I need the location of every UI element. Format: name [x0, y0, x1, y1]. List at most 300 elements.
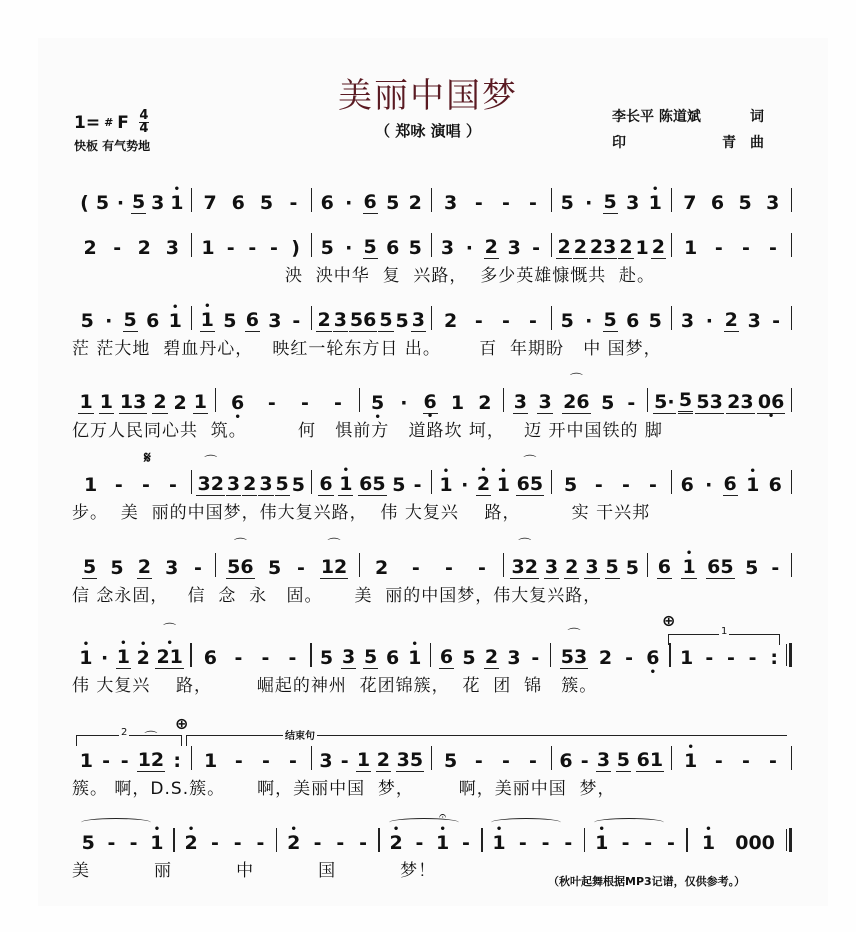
measure — [688, 824, 789, 854]
note: 6 — [723, 473, 737, 495]
key-label: 1= — [74, 112, 101, 133]
measure — [312, 236, 431, 259]
octave-down-dot-icon: • — [767, 411, 775, 422]
segno-icon: 𝄋 — [144, 448, 151, 467]
note: - — [120, 750, 129, 772]
measure — [380, 809, 481, 854]
note: 06 • — [757, 391, 785, 422]
note: - — [649, 474, 657, 496]
note: : — [173, 750, 182, 772]
measure — [551, 628, 669, 678]
note: 5 — [123, 309, 137, 331]
note: 2 — [83, 237, 97, 259]
octave-up-dot-icon: • — [120, 638, 127, 649]
note: 5 — [379, 309, 393, 331]
note: 5 — [83, 556, 97, 578]
note: - — [594, 474, 603, 496]
slur-icon: ⌒ — [233, 538, 247, 553]
slur-icon: ⌒ — [567, 628, 581, 643]
score-line-9 — [72, 809, 792, 854]
notation-row — [72, 455, 792, 496]
octave-down-dot-icon: • — [374, 412, 381, 423]
octave-up-dot-icon: • — [598, 824, 605, 835]
volta-bracket-1: 1 — [668, 634, 780, 645]
note: 2 — [724, 309, 738, 331]
note: 5 — [678, 389, 693, 414]
octave-up-dot-icon: • — [442, 466, 450, 477]
note: - — [501, 750, 510, 772]
note: - — [769, 750, 777, 772]
octave-up-dot-icon: • — [749, 466, 756, 477]
note: 35 — [396, 749, 424, 771]
slur-icon: ⌒ — [523, 455, 537, 470]
fermata-icon: 𝄐 — [439, 809, 447, 824]
measure — [432, 310, 551, 332]
coda-icon: ⊕ — [175, 714, 189, 733]
measure — [312, 639, 430, 669]
lyric-line: 泱 泱中华 复 兴路， 多少英雄慷慨共 赴。 — [285, 266, 656, 286]
note: 2 — [484, 646, 499, 668]
singer-credit: （ 郑咏 演唱 ） — [375, 122, 481, 140]
score-line-3 — [72, 298, 792, 332]
note: 1 • — [746, 466, 760, 496]
note: - — [501, 310, 510, 332]
transcription-footnote: （秋叶起舞根据MP3记谱，仅供参考。） — [548, 875, 746, 888]
note: 5 — [444, 750, 458, 772]
note: - — [226, 237, 235, 259]
note: 56 ⌒ — [227, 538, 254, 578]
octave-up-dot-icon: • — [82, 639, 90, 650]
note: 1 • — [200, 301, 214, 331]
measure — [432, 455, 551, 496]
note: - — [270, 237, 278, 259]
measure — [671, 647, 789, 669]
note: - — [625, 647, 634, 669]
note: 7 — [683, 192, 697, 214]
note: 65 ⌒ — [516, 455, 544, 495]
measure — [672, 742, 791, 772]
note: 1 — [204, 750, 218, 772]
note: 3 — [766, 192, 780, 214]
note: 53 — [696, 391, 723, 413]
measure — [72, 731, 191, 772]
time-signature: $\frac{4}{4}$ — [139, 108, 149, 136]
note: 1 • — [491, 832, 506, 854]
note: 6 — [231, 192, 245, 214]
barline — [791, 746, 793, 770]
note: 3 — [440, 237, 455, 259]
note: 5 — [408, 237, 422, 259]
note: 32 ⌒ — [197, 455, 224, 495]
note: 2 — [444, 310, 458, 332]
note: 3 — [444, 192, 458, 214]
measure — [504, 538, 647, 579]
note: 1 — [635, 237, 649, 259]
note: 5 — [745, 557, 759, 579]
note: · — [465, 237, 473, 259]
note: - — [621, 474, 630, 496]
measure — [585, 824, 686, 854]
barline — [791, 233, 793, 257]
note: - — [340, 750, 349, 772]
note: - — [114, 474, 123, 496]
note: - — [261, 750, 270, 772]
measure — [72, 824, 173, 854]
note: 1 — [99, 391, 113, 413]
note: 6 — [245, 309, 259, 331]
note: 5 — [320, 237, 334, 259]
score-line-1 — [72, 180, 792, 214]
note: 5 — [603, 191, 617, 213]
octave-up-dot-icon: • — [439, 824, 446, 835]
note: 1 • — [168, 302, 182, 332]
note: 65 — [707, 556, 734, 578]
note: - — [292, 310, 301, 332]
note: 1 — [84, 474, 98, 496]
note: 2 — [408, 192, 422, 214]
tie-icon — [389, 818, 459, 827]
barline — [789, 643, 792, 667]
note: - — [461, 832, 470, 854]
note: · — [101, 647, 109, 669]
measure — [432, 236, 551, 259]
note: 5 — [363, 236, 377, 258]
slur-icon: ⌒ — [204, 455, 218, 470]
note: 3 — [747, 310, 761, 332]
note: - — [627, 392, 636, 414]
note: 3 — [411, 309, 425, 331]
note: 5 — [259, 192, 274, 214]
note: - — [359, 832, 367, 854]
note: · — [585, 310, 593, 332]
octave-up-dot-icon: • — [392, 824, 400, 835]
note: - — [474, 310, 483, 332]
measure — [552, 474, 671, 496]
note: 1 • — [701, 824, 716, 854]
notation-row — [72, 298, 792, 332]
measure — [312, 191, 431, 214]
note: 1 • — [648, 184, 662, 214]
note: 6 — [768, 474, 782, 496]
note: 2 — [565, 556, 579, 578]
note: - — [529, 750, 537, 772]
note: - — [413, 474, 422, 496]
slur-icon: ⌒ — [569, 373, 583, 388]
note: 32 ⌒ — [511, 538, 538, 578]
credits — [612, 104, 764, 156]
note: 6 — [439, 646, 454, 668]
note: 1 • — [684, 742, 698, 772]
measure — [192, 301, 311, 332]
note: 5 — [462, 647, 476, 669]
note: 1 — [680, 647, 694, 669]
lyricist-credit: 李长平 陈道斌 词 — [612, 109, 764, 125]
note: · — [116, 192, 125, 214]
note: 3 — [626, 192, 640, 214]
note: 5 • — [371, 392, 385, 423]
note: · — [585, 192, 593, 214]
octave-up-dot-icon: • — [687, 742, 694, 753]
note: · — [705, 474, 713, 496]
note: - — [621, 832, 630, 854]
octave-up-dot-icon: • — [652, 184, 659, 195]
lyric-line: 步。 美 丽的中国梦，伟大复兴路， 伟 大复兴 路， 实 干兴邦 — [72, 503, 651, 523]
measure — [672, 309, 791, 332]
note: - — [313, 832, 322, 854]
note: 6 — [319, 473, 333, 495]
tie-icon — [81, 818, 151, 827]
barline — [791, 188, 793, 212]
note: 5 — [223, 310, 237, 332]
note: 5 — [560, 310, 574, 332]
note: 2 — [375, 557, 389, 579]
score-line-6 — [72, 538, 792, 579]
note: 2 • — [184, 824, 198, 854]
note: - — [107, 832, 116, 854]
note: - — [233, 832, 242, 854]
score-line-2 — [72, 225, 792, 259]
note: - — [129, 832, 138, 854]
octave-up-dot-icon: • — [140, 639, 147, 650]
note: - — [541, 832, 550, 854]
note: - — [667, 832, 675, 854]
note: - — [169, 474, 177, 496]
note: 2 • — [389, 832, 404, 854]
measure — [648, 389, 791, 422]
note: - — [580, 750, 589, 772]
tempo-marking: 快板 有气势地 — [74, 139, 151, 153]
slur-icon: ⌒ — [144, 731, 158, 746]
note: 3 — [538, 391, 552, 413]
note: 53 ⌒ — [560, 628, 588, 668]
note: - — [248, 237, 257, 259]
note: - — [714, 237, 723, 259]
note: 2 • — [136, 639, 150, 669]
note: 3 — [596, 749, 611, 771]
note: 1 • — [682, 548, 696, 578]
measure — [360, 391, 503, 423]
note: 1 • — [496, 466, 510, 496]
note: - — [741, 750, 750, 772]
note: 1 — [450, 392, 465, 414]
octave-down-dot-icon: • — [649, 667, 657, 678]
note: 5 — [392, 474, 406, 496]
note: 23 — [589, 236, 617, 258]
note: 6 — [626, 310, 640, 332]
note: - — [771, 557, 780, 579]
note: 6 — [559, 750, 573, 772]
note: - — [741, 237, 750, 259]
octave-up-dot-icon: • — [153, 824, 161, 835]
note: 2 • — [287, 824, 301, 854]
barline — [791, 388, 793, 412]
lyric-line: 簇。 啊，D.S.簇。 啊，美丽中国 梦， 啊，美丽中国 梦， — [72, 779, 616, 799]
note: 5 — [601, 392, 615, 414]
note: 5 — [319, 647, 334, 669]
note: - — [102, 750, 111, 772]
note: : — [770, 647, 778, 669]
note: 2 — [573, 236, 587, 258]
note: 7 — [203, 192, 217, 214]
key-signature — [74, 110, 149, 135]
measure — [672, 237, 791, 259]
coda-icon: ⊕ — [662, 611, 676, 630]
note: - — [415, 832, 424, 854]
note: - — [411, 557, 420, 579]
note: 5 — [386, 192, 400, 214]
lyric-line: 美 丽 中 国 梦！ — [72, 861, 437, 881]
note: - — [532, 237, 541, 259]
measure — [192, 750, 311, 772]
measure — [72, 623, 190, 669]
note: - — [267, 392, 276, 414]
note: - — [297, 557, 305, 579]
measure — [431, 646, 549, 669]
note: 1 • 𝄐 — [436, 809, 450, 854]
note: 6 • — [646, 647, 660, 678]
note: - — [288, 647, 297, 669]
note: 5 — [80, 310, 94, 332]
note: 3 — [165, 557, 179, 579]
note: 3 — [507, 647, 521, 669]
octave-up-dot-icon: • — [166, 638, 173, 649]
barline — [791, 306, 793, 330]
measure — [672, 466, 791, 496]
note: 3 — [165, 237, 179, 259]
note: - — [531, 647, 540, 669]
note: · — [345, 237, 353, 259]
note: - — [113, 237, 122, 259]
octave-up-dot-icon: • — [500, 466, 507, 477]
note: - — [518, 832, 527, 854]
measure — [432, 750, 551, 772]
note: - — [474, 192, 483, 214]
note: - — [261, 647, 270, 669]
note: 2 — [598, 647, 613, 669]
note: 2 — [153, 391, 167, 413]
note: 5 — [267, 557, 282, 579]
note: 1 • — [170, 184, 184, 214]
measure — [72, 184, 191, 214]
note: 2 — [619, 236, 633, 258]
octave-up-dot-icon: • — [204, 301, 211, 312]
measure — [216, 392, 359, 423]
note: 12 ⌒ — [137, 731, 165, 771]
barline — [791, 553, 793, 577]
lyric-line: 信 念永固， 信 念 永 固。 美 丽的中国梦，伟大复兴路， — [72, 586, 602, 606]
tie-icon — [491, 818, 561, 827]
note: - — [300, 392, 309, 414]
note: 2 — [173, 392, 187, 414]
measure — [192, 192, 311, 214]
note: 5 — [275, 473, 289, 495]
note: 5 — [603, 309, 617, 331]
note: 3 — [268, 310, 282, 332]
note: 5 — [625, 557, 639, 579]
measure — [360, 557, 503, 579]
octave-up-dot-icon: • — [187, 824, 195, 835]
note: 5· — [654, 391, 675, 413]
measure — [72, 237, 191, 259]
note: 6 • — [231, 392, 245, 423]
octave-up-dot-icon: • — [342, 465, 350, 476]
note: 1 • — [116, 638, 130, 668]
sharp-icon: # — [104, 116, 114, 129]
note: 5 — [648, 310, 662, 332]
final-barline — [789, 828, 792, 852]
note: - — [193, 557, 202, 579]
note: 1 • — [79, 639, 93, 669]
note: 1 • — [339, 465, 353, 495]
composer-credit: 印 青 曲 — [612, 135, 764, 151]
note: 2 — [651, 236, 665, 258]
slur-icon: ⌒ — [327, 538, 341, 553]
note: 1 • — [439, 466, 453, 496]
note: - — [256, 832, 265, 854]
note: ( — [80, 192, 89, 214]
note: 1 • — [150, 824, 164, 854]
tie-icon — [594, 818, 664, 827]
note: 61 — [636, 749, 664, 771]
octave-up-dot-icon: • — [172, 302, 179, 313]
note: 2 — [376, 749, 390, 771]
note: - — [336, 832, 345, 854]
score-line-5 — [72, 455, 792, 496]
notation-row — [72, 225, 792, 259]
octave-down-dot-icon: • — [426, 411, 434, 422]
note: · — [705, 310, 713, 332]
note: 6 — [710, 192, 725, 214]
measure — [552, 236, 671, 259]
measure — [552, 184, 671, 214]
note: ) — [291, 237, 300, 259]
measure — [483, 824, 584, 854]
measure — [648, 548, 791, 579]
measure — [312, 465, 431, 496]
note: 21 • ⌒ — [156, 623, 183, 668]
note: - — [444, 557, 453, 579]
octave-up-dot-icon: • — [411, 639, 418, 650]
note: 56 — [349, 309, 377, 331]
note: 2 — [557, 236, 571, 258]
measure — [504, 373, 647, 414]
note: 1 • — [594, 832, 609, 854]
note: 2 — [137, 556, 151, 578]
notation-row — [72, 373, 792, 423]
note: 6 — [386, 237, 400, 259]
lyric-line: 茫 茫大地 碧血丹心， 映红一轮东方日 出。 百 年期盼 中 国梦， — [72, 339, 662, 359]
note: 6 — [203, 647, 217, 669]
note: 3 — [151, 192, 165, 214]
slur-icon: ⌒ — [163, 623, 177, 638]
octave-up-dot-icon: • — [705, 824, 712, 835]
lyric-line: 伟 大复兴 路， 崛起的神州 花团锦簇， 花 团 锦 簇。 — [72, 676, 598, 696]
note: 12 ⌒ — [320, 538, 348, 578]
measure — [72, 474, 191, 496]
note: - — [748, 647, 757, 669]
note: · — [461, 474, 469, 496]
note: 3 — [226, 473, 241, 495]
note: - — [289, 750, 297, 772]
note: 1 — [201, 237, 215, 259]
note: - — [529, 310, 537, 332]
note: 3 — [507, 237, 521, 259]
measure — [277, 824, 378, 854]
note: 2 — [317, 309, 331, 331]
note: 26 ⌒ — [563, 373, 590, 413]
lyric-line: 亿万人民同心共 筑。 何 惧前方 道路坎 坷， 迈 开中国铁的 脚 — [72, 421, 663, 441]
note: - — [289, 192, 298, 214]
